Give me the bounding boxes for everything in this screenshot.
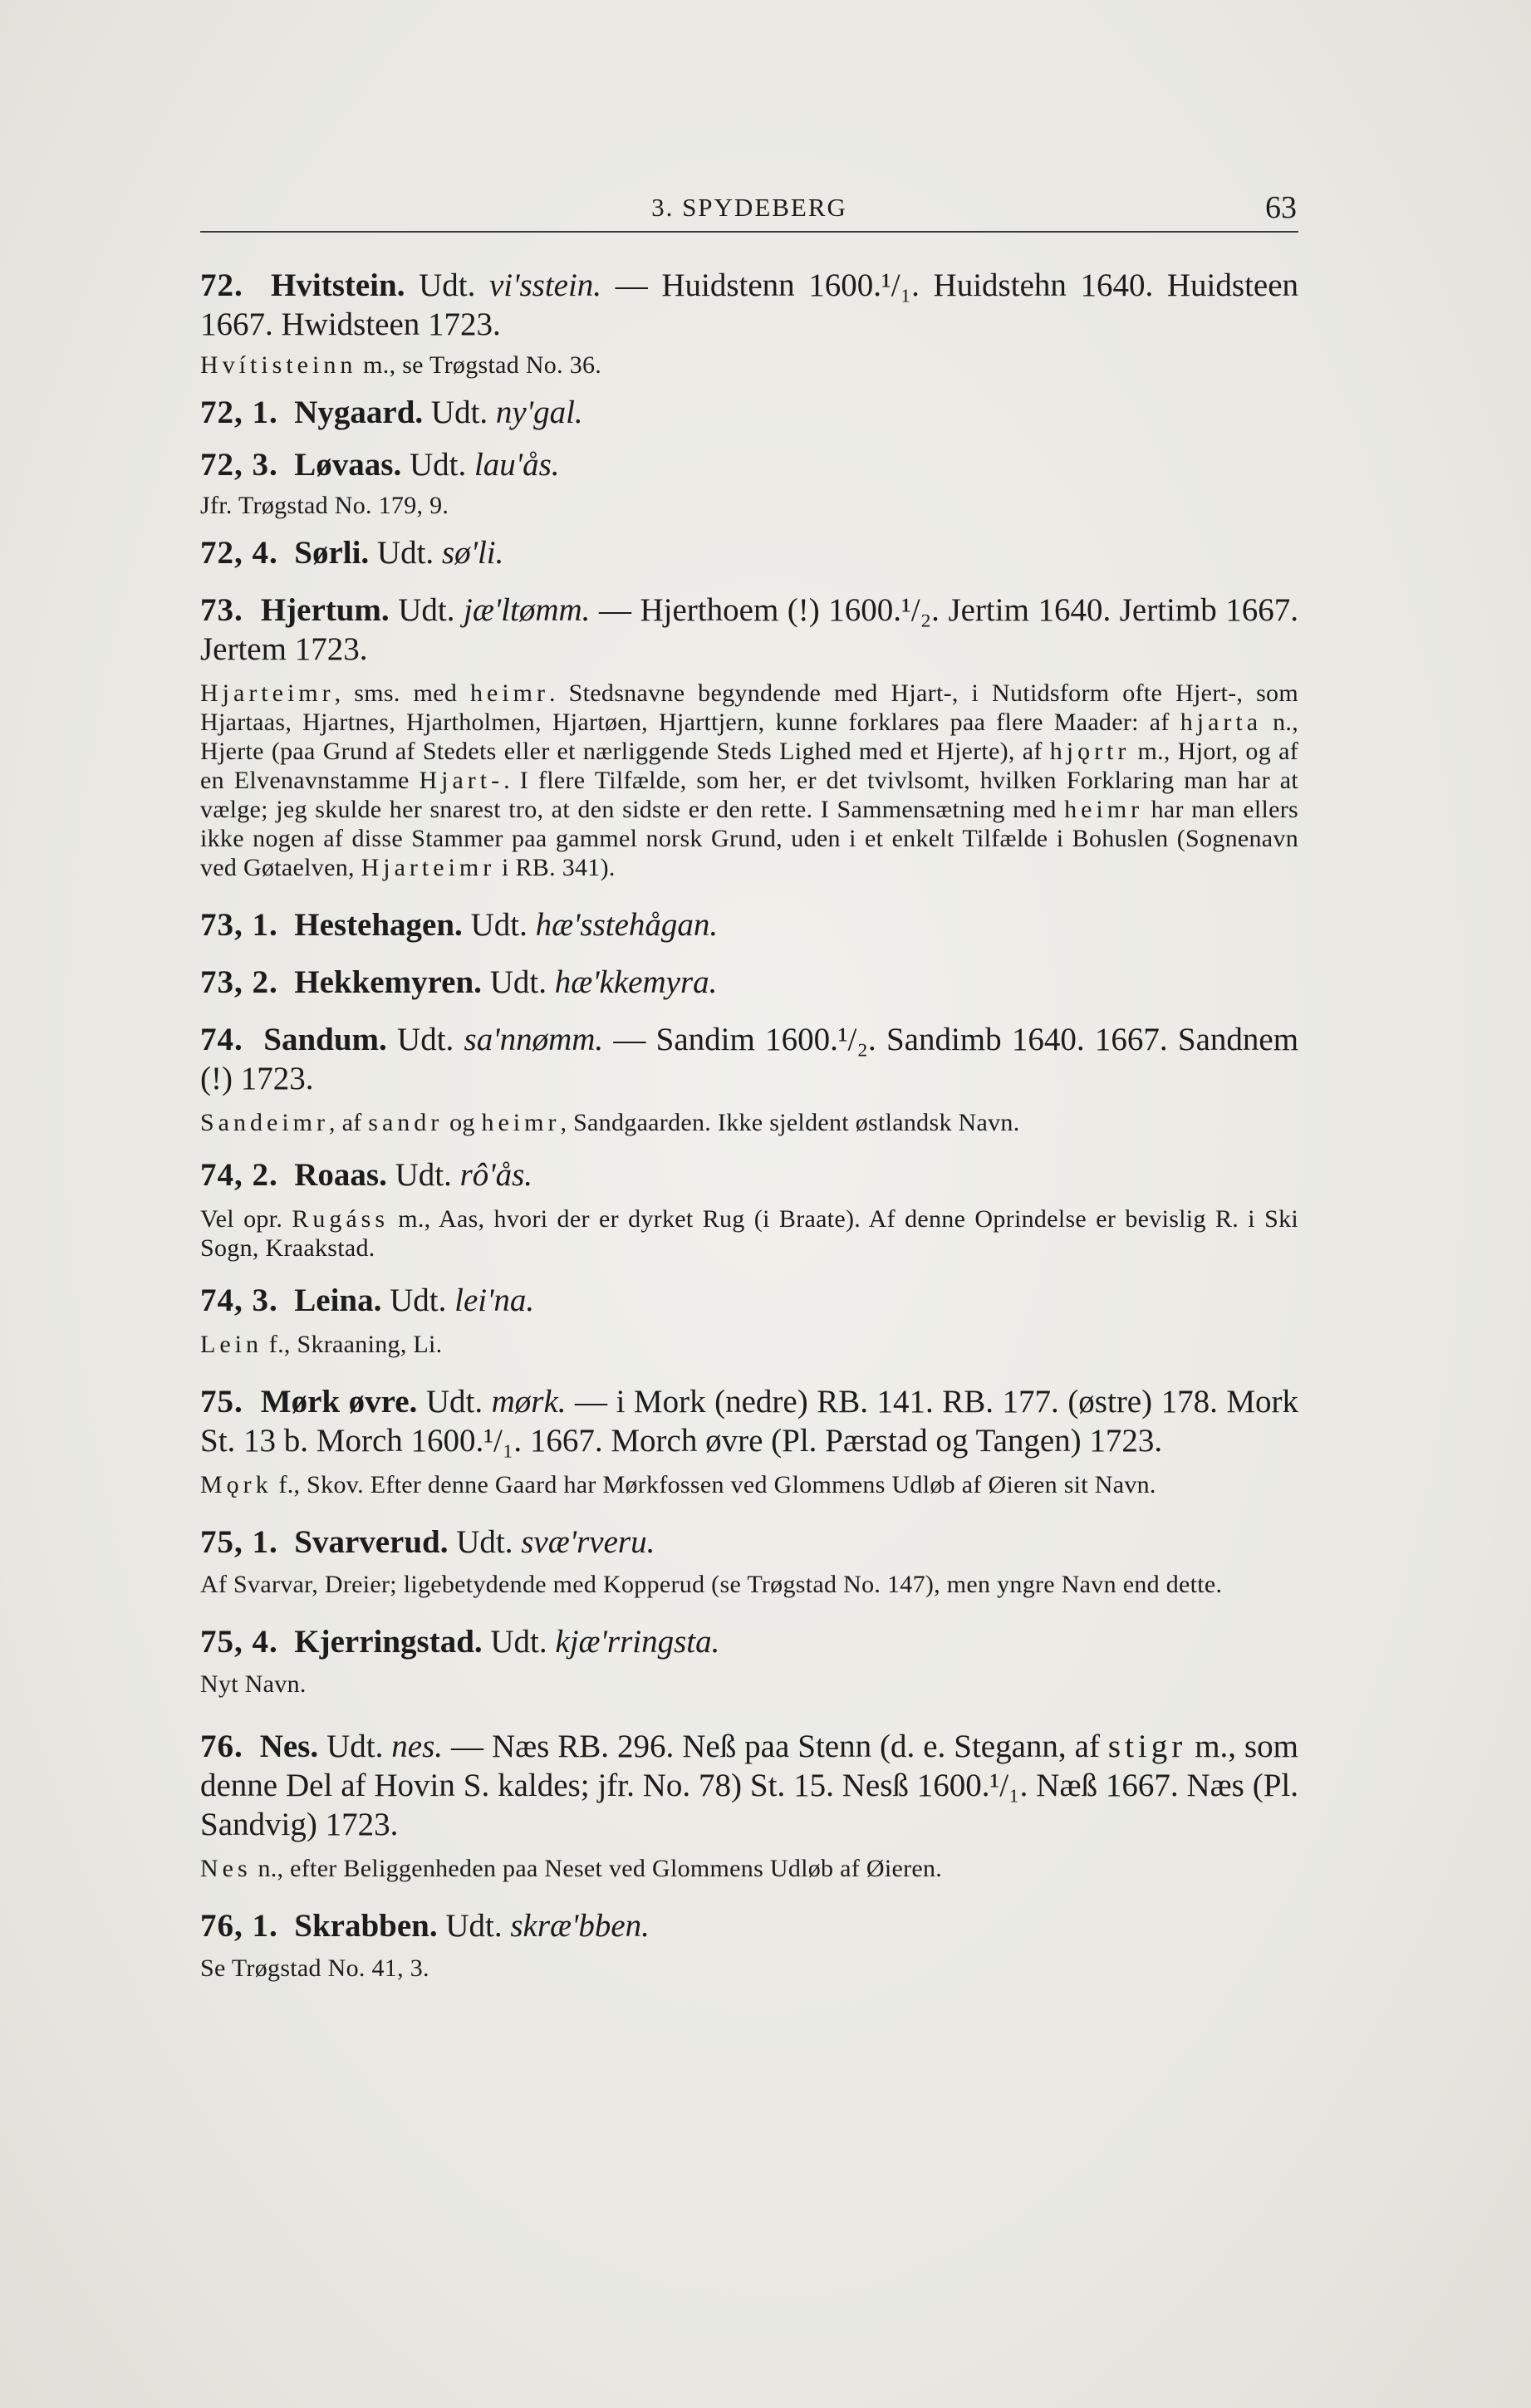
entry-note: Vel opr. Rugáss m., Aas, hvori der er dyrket Rug (i Braate). Af denne Oprindelse er bevislig R. i Ski Sogn, Kraakstad. <box>200 1205 1298 1262</box>
entry-note: Jfr. Trøgstad No. 179, 9. <box>200 492 449 519</box>
entry-note: Mǫrk f., Skov. Efter denne Gaard har Mørkfossen ved Glommens Udløb af Øieren sit Navn. <box>200 1471 1156 1498</box>
entry-72-3 <box>200 445 1298 520</box>
entry-74 <box>200 1020 1298 1137</box>
entry-headline: 72, 4. Sørli. Udt. sø'li. <box>200 535 504 571</box>
entry-74-2 <box>200 1155 1298 1263</box>
entry-headline: 76, 1. Skrabben. Udt. skræ'bben. <box>200 1908 650 1944</box>
entry-note: Nes n., efter Beliggenheden paa Neset ved Glommens Udløb af Øieren. <box>200 1855 943 1882</box>
entry-note: Lein f., Skraaning, Li. <box>200 1331 443 1358</box>
entry-75-4 <box>200 1622 1298 1699</box>
entry-76 <box>200 1727 1298 1883</box>
entry-72-1 <box>200 393 1298 432</box>
entry-headline: 75, 1. Svarverud. Udt. svæ'rveru. <box>200 1524 655 1560</box>
entry-headline: 73. Hjertum. Udt. jæ'ltømm. — Hjerthoem (!) 1600.¹/₂. Jertim 1640. Jertimb 1667. Jertem 1723. <box>200 592 1299 667</box>
running-head-title: 3. SPYDEBERG <box>651 193 847 222</box>
entry-headline: 74, 2. Roaas. Udt. rô'ås. <box>200 1157 533 1193</box>
entry-72 <box>200 266 1298 380</box>
entry-note: Hjarteimr, sms. med heimr. Stedsnavne begyndende med Hjart-, i Nutidsform ofte Hjert-, som Hjartaas, Hjartnes, Hjartholmen, Hjartøen, Hjarttjern, kunne forklares paa flere Maader: af hjarta n., Hjerte (paa Grund af Stedets eller et nærliggende Steds Lighed med et Hjerte), af hjǫrtr m., Hjort, og af en Elvenavnstamme Hjart-. I flere Tilfælde, som her, er det tvivlsomt, hvilken Forklaring man har at vælge; jeg skulde her snarest tro, at den sidste er den rette. I Sammensætning med heimr har man ellers ikke nogen af disse Stammer paa gammel norsk Grund, uden i et enkelt Tilfælde i Bohuslen (Sognenavn ved Gøtaelven, Hjarteimr i RB. 341). <box>200 679 1299 881</box>
entry-73-1 <box>200 905 1298 944</box>
entry-note: Af Svarvar, Dreier; ligebetydende med Kopperud (se Trøgstad No. 147), men yngre Navn end dette. <box>200 1571 1223 1598</box>
entry-75-1 <box>200 1523 1298 1599</box>
entry-73 <box>200 591 1298 882</box>
entry-75 <box>200 1382 1298 1499</box>
entry-76-1 <box>200 1906 1298 1983</box>
entry-headline: 72. Hvitstein. Udt. vi'sstein. — Huidstenn 1600.¹/₁. Huidstehn 1640. Huidsteen 1667. Hwidsteen 1723. <box>200 267 1299 342</box>
entry-headline: 75. Mørk øvre. Udt. mørk. — i Mork (nedre) RB. 141. RB. 177. (østre) 178. Mork St. 13 b. Morch 1600.¹/₁. 1667. Morch øvre (Pl. Pærstad og Tangen) 1723. <box>200 1384 1299 1459</box>
entry-72-4 <box>200 533 1298 572</box>
entry-headline: 74, 3. Leina. Udt. lei'na. <box>200 1282 535 1318</box>
entry-headline: 73, 2. Hekkemyren. Udt. hæ'kkemyra. <box>200 964 718 1000</box>
entry-74-3 <box>200 1281 1298 1359</box>
entry-headline: 72, 3. Løvaas. Udt. lau'ås. <box>200 447 560 483</box>
page-number: 63 <box>1265 190 1297 225</box>
entry-headline: 73, 1. Hestehagen. Udt. hæ'sstehågan. <box>200 907 719 943</box>
entry-note: Hvítisteinn m., se Trøgstad No. 36. <box>200 351 602 379</box>
entry-headline: 74. Sandum. Udt. sa'nnømm. — Sandim 1600.¹/₂. Sandimb 1640. 1667. Sandnem (!) 1723. <box>200 1022 1299 1096</box>
entry-note: Nyt Navn. <box>200 1670 307 1698</box>
entry-headline: 72, 1. Nygaard. Udt. ny'gal. <box>200 395 583 430</box>
entry-note: Sandeimr, af sandr og heimr, Sandgaarden. Ikke sjeldent østlandsk Navn. <box>200 1109 1020 1136</box>
page-content <box>200 184 1298 1983</box>
entry-headline: 76. Nes. Udt. nes. — Næs RB. 296. Neß paa Stenn (d. e. Stegann, af stigr m., som denne Del af Hovin S. kaldes; jfr. No. 78) St. 15. Nesß 1600.¹/₁. Næß 1667. Næs (Pl. Sandvig) 1723. <box>200 1729 1299 1842</box>
running-head <box>200 184 1298 233</box>
entry-73-2 <box>200 963 1298 1002</box>
entry-note: Se Trøgstad No. 41, 3. <box>200 1954 429 1982</box>
entry-headline: 75, 4. Kjerringstad. Udt. kjæ'rringsta. <box>200 1624 720 1660</box>
